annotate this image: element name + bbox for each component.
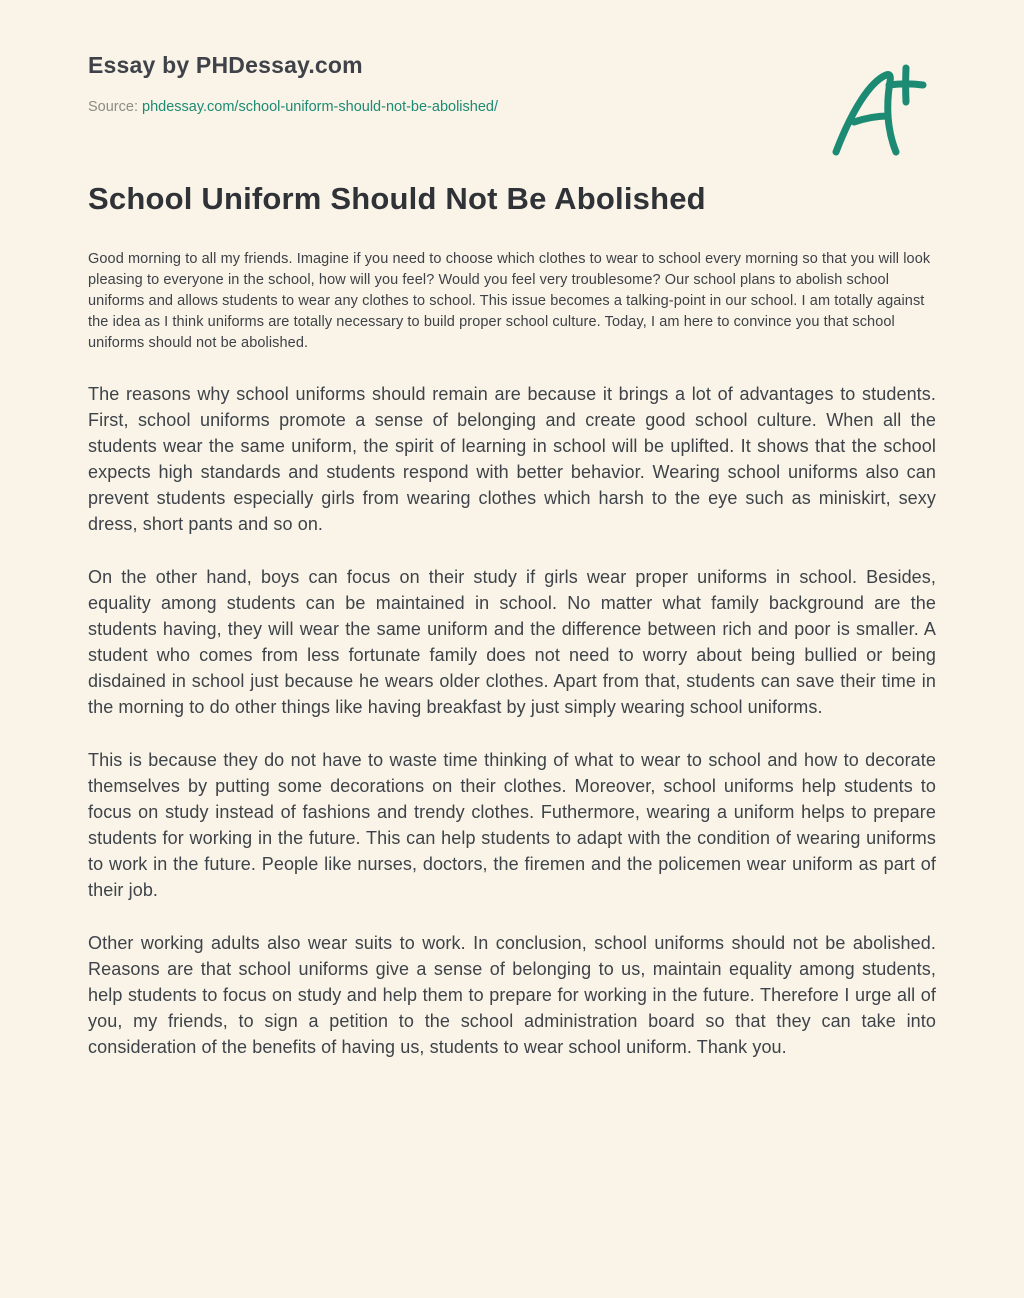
- body-paragraph-4: Other working adults also wear suits to work. In conclusion, school uniforms should not be abolished. Reasons are that school uniforms give a sense of belonging to us, maintain equality among students, help students to focus on study and help them to prepare for working in the future. Therefore I urge all of you, my friends, to sign a petition to the school administration board so that they can take into consideration of the benefits of having us, students to wear school uniform. Thank you.: [88, 933, 936, 1057]
- a-plus-logo-icon: [826, 60, 930, 164]
- body-paragraph-3: This is because they do not have to waste time thinking of what to wear to school and how to decorate themselves by putting some decorations on their clothes. Moreover, school uniforms help students to focus on study instead of fashions and trendy clothes. Futhermore, wearing a uniform helps to prepare students for working in the future. This can help students to adapt with the condition of wearing uniforms to work in the future. People like nurses, doctors, the firemen and the policemen wear uniform as part of their job.: [88, 750, 936, 900]
- article-title: School Uniform Should Not Be Abolished: [88, 181, 706, 216]
- intro-paragraph: Good morning to all my friends. Imagine if you need to choose which clothes to wear to school every morning so that you will look pleasing to everyone in the school, how will you feel? Would you feel very troublesome? Our school plans to abolish school uniforms and allows students to wear any clothes to school. This issue becomes a talking-point in our school. I am totally against the idea as I think uniforms are totally necessary to build proper school culture. Today, I am here to convince you that school uniforms should not be abolished.: [88, 251, 931, 351]
- source-link[interactable]: phdessay.com/school-uniform-should-not-be-abolished/: [142, 99, 498, 115]
- page-header: [88, 52, 936, 115]
- header-title: Essay by PHDessay.com: [88, 52, 363, 78]
- source-label: Source:: [88, 99, 138, 115]
- source-line: [88, 99, 936, 115]
- body-paragraph-2: On the other hand, boys can focus on their study if girls wear proper uniforms in school. Besides, equality among students can be maintained in school. No matter what family background are the students having, they will wear the same uniform and the difference between rich and poor is smaller. A student who comes from less fortunate family does not need to worry about being bullied or being disdained in school just because he wears older clothes. Apart from that, students can save their time in the morning to do other things like having breakfast by just simply wearing school uniforms.: [88, 567, 936, 717]
- body-paragraph-1: The reasons why school uniforms should remain are because it brings a lot of advantages to students. First, school uniforms promote a sense of belonging and create good school culture. When all the students wear the same uniform, the spirit of learning in school will be uplifted. It shows that the school expects high standards and students respond with better behavior. Wearing school uniforms also can prevent students especially girls from wearing clothes which harsh to the eye such as miniskirt, sexy dress, short pants and so on.: [88, 384, 936, 534]
